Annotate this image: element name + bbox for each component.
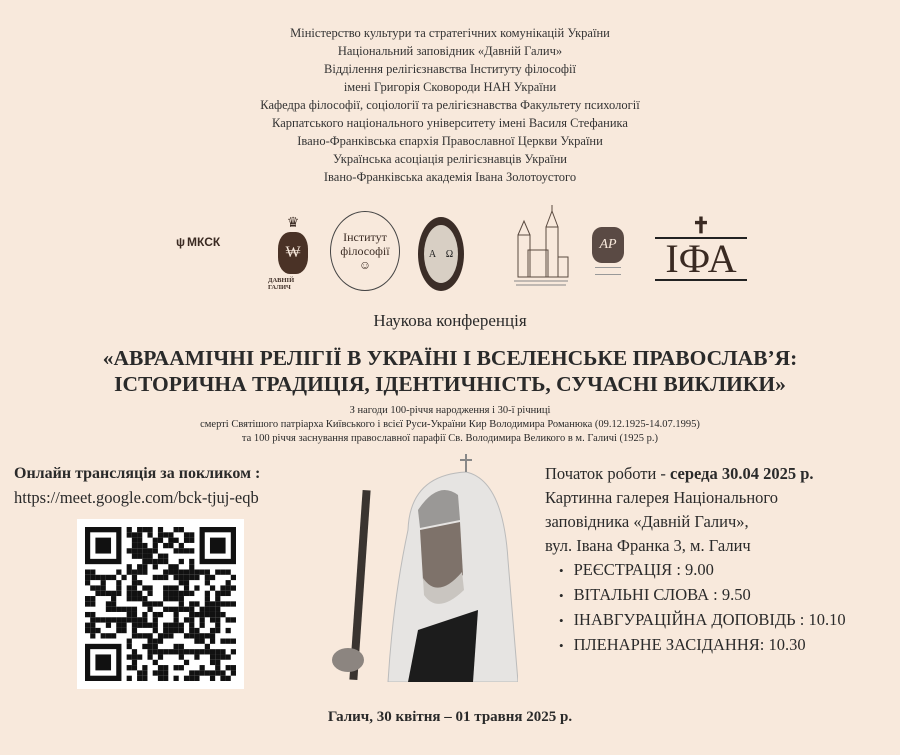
organizer: Івано-Франківська єпархія Православної Церкви України [297, 134, 603, 148]
logos-row [0, 205, 900, 295]
emblem-icon: ₩ [278, 232, 308, 274]
schedule-item: • ІНАВГУРАЦІЙНА ДОПОВІДЬ : 10.10 [559, 608, 846, 633]
start-line: Початок роботи - середа 30.04 2025 р. [545, 464, 814, 483]
davnii-halych-logo: ♛ ₩ ДАВНІЙ ГАЛИЧ [268, 213, 318, 293]
conference-subtitle: З нагоди 100-річчя народження і 30-ї річниці смерті Святішого патріарха Київського і всієї Руси-України Кир Володимира Романюка (09.12.1925-14.07.1995) та 100 річчя заснування православної парафії Св. Володимира Великого в м. Галичі (1925 р.) [200, 405, 700, 444]
organizer: Карпатського національного університету імені Василя Стефаника [272, 116, 628, 130]
organizer: Кафедра філософії, соціології та релігієзнавства Факультету психології [260, 98, 640, 112]
organizer: Міністерство культури та стратегічних комунікацій України [290, 26, 610, 40]
cathedral-icon [510, 205, 572, 287]
start-date: середа 30.04 2025 р. [670, 464, 814, 483]
organizer: Українська асоціація релігієзнавців України [333, 152, 567, 166]
organizer: імені Григорія Сковороди НАН України [343, 80, 557, 94]
crown-icon: ♛ [286, 216, 300, 231]
online-section [14, 462, 260, 510]
venue-line: заповідника «Давній Галич», [545, 512, 749, 531]
organizer: Національний заповідник «Давній Галич» [337, 44, 563, 58]
mksk-logo: ψ МКСК [176, 235, 221, 249]
cathedral-logo [510, 205, 572, 287]
venue-address: вул. Івана Франка 3, м. Галич [545, 536, 751, 555]
conference-title: «АВРААМІЧНІ РЕЛІГІЇ В УКРАЇНІ І ВСЕЛЕНСЬКЕ ПРАВОСЛАВ’Я: ІСТОРИЧНА ТРАДИЦІЯ, ІДЕНТИЧНІСТЬ, СУЧАСНІ ВИКЛИКИ» [102, 346, 798, 396]
institute-philosophy-logo: Інститут філософії ☺ [330, 211, 400, 291]
organizer: Відділення релігієзнавства Інституту філософії [324, 62, 576, 76]
ifa-logo: ✝ ІФА [656, 207, 746, 289]
online-label: Онлайн трансляція за покликом : [14, 465, 261, 482]
venue-line: Картинна галерея Національного [545, 488, 779, 507]
portrait-icon: ☺ [358, 258, 372, 272]
schedule-item: • ВІТАЛЬНІ СЛОВА : 9.50 [559, 583, 846, 608]
meeting-link[interactable]: https://meet.google.com/bck-tjuj-eqb [14, 488, 259, 507]
organizers-list [0, 24, 900, 186]
patriarch-portrait [328, 450, 518, 682]
trident-icon: ψ [176, 235, 186, 249]
cross-icon: ✝ [691, 213, 711, 238]
event-info [545, 462, 846, 658]
organizer: Івано-Франківська академія Івана Золотоустого [323, 170, 577, 184]
schedule-item: • ПЛЕНАРНЕ ЗАСІДАННЯ: 10.30 [559, 633, 846, 658]
qr-code-icon [85, 527, 236, 681]
uar-logo: АР [588, 221, 628, 281]
qr-code[interactable] [77, 519, 244, 689]
schedule-list [559, 558, 846, 658]
alpha-omega-logo: А Ω [418, 217, 464, 291]
footer-date-place: Галич, 30 квітня – 01 травня 2025 р. [327, 709, 573, 725]
schedule-item: • РЕЄСТРАЦІЯ : 9.00 [559, 558, 846, 583]
event-type: Наукова конференція [373, 311, 527, 330]
